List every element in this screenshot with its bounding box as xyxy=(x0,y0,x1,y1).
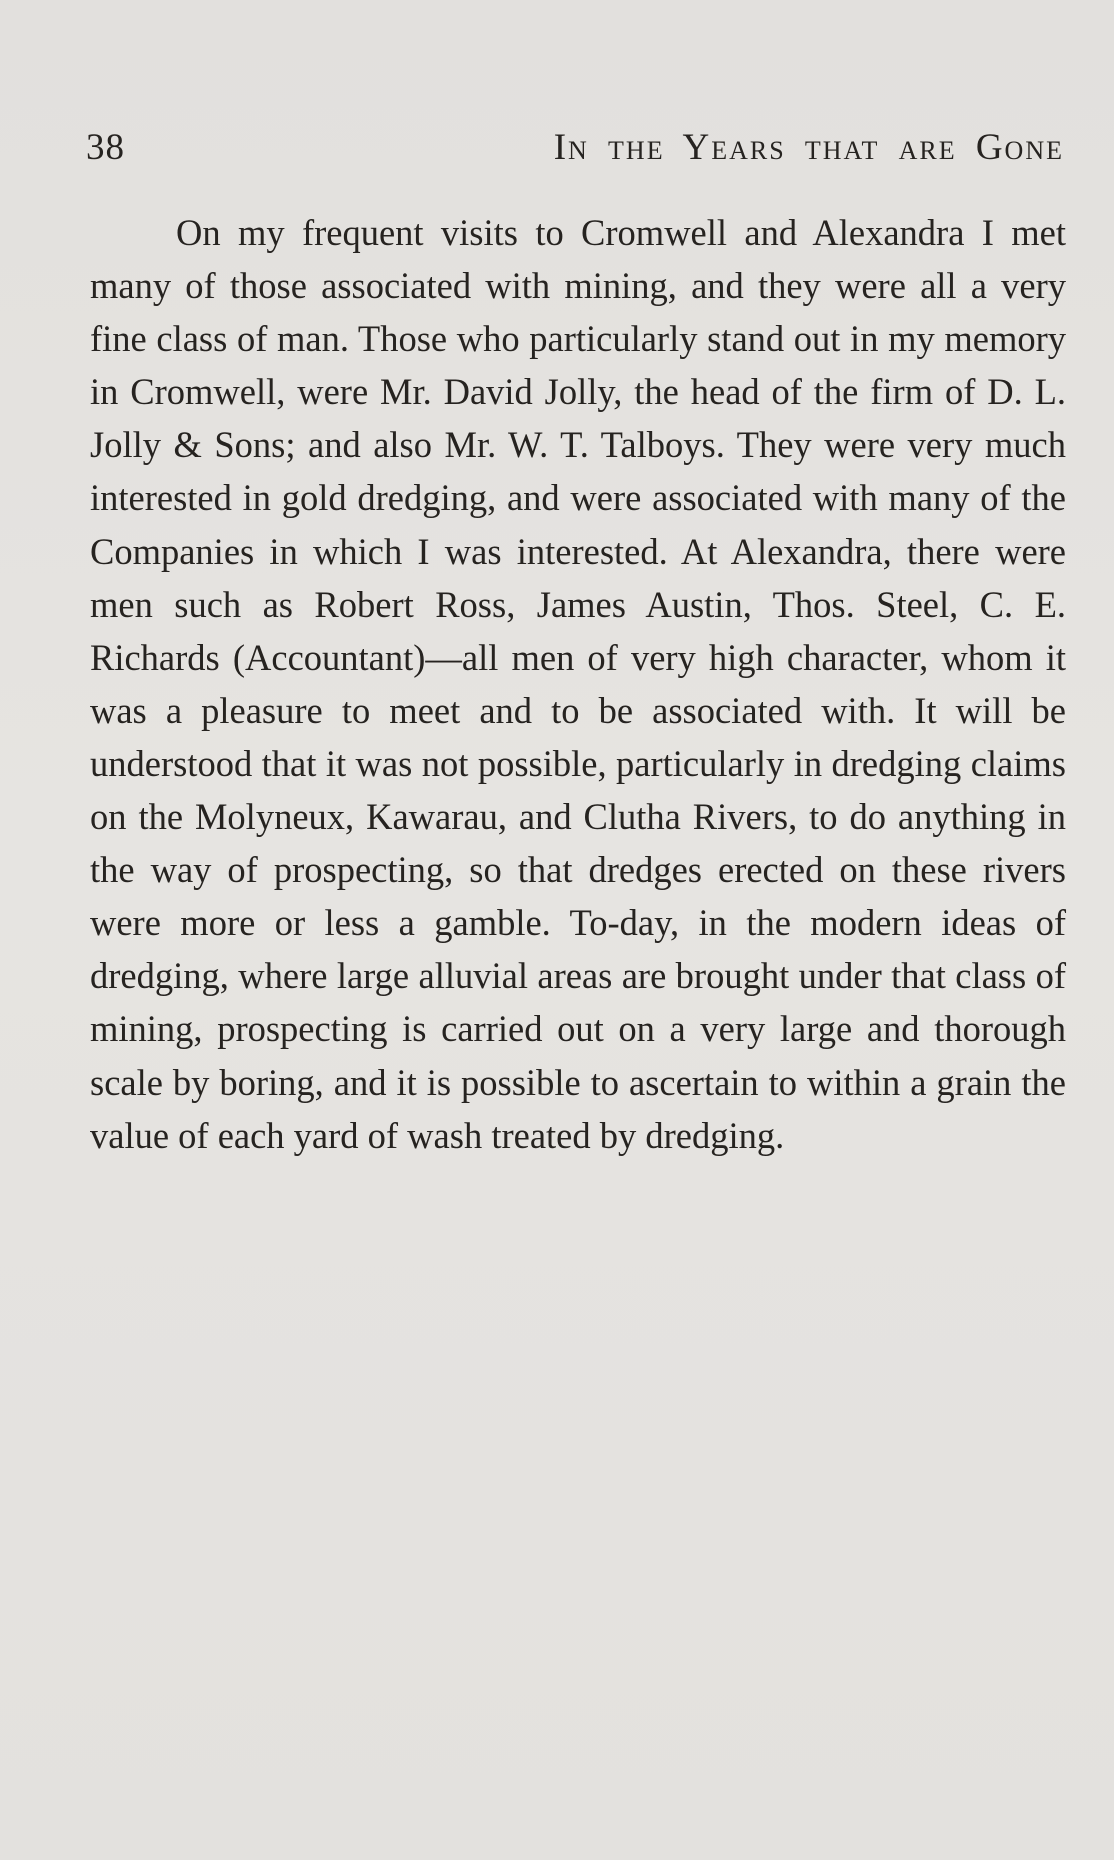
running-head xyxy=(86,118,1064,178)
page-number: 38 xyxy=(86,127,125,168)
running-title: In the Years that are Gone xyxy=(553,127,1064,168)
body-paragraph: On my frequent visits to Cromwell and Alexandra I met many of those associated with mining, and they were all a very fine class of man. Those who particularly stand out in my memory in Cromwell, were Mr. David Jolly, the head of the firm of D. L. Jolly & Sons; and also Mr. W. T. Talboys. They were very much interested in gold dredging, and were associated with many of the Companies in which I was interested. At Alexandra, there were men such as Robert Ross, James Austin, Thos. Steel, C. E. Richards (Accountant)—all men of very high character, whom it was a pleasure to meet and to be associated with. It will be understood that it was not possible, particularly in dredging claims on the Molyneux, Kawarau, and Clutha Rivers, to do anything in the way of prospecting, so that dredges erected on these rivers were more or less a gamble. To-day, in the modern ideas of dredging, where large alluvial areas are brought under that class of mining, prospecting is carried out on a very large and thorough scale by boring, and it is possible to ascertain to within a grain the value of each yard of wash treated by dredging. xyxy=(90,212,1066,1156)
